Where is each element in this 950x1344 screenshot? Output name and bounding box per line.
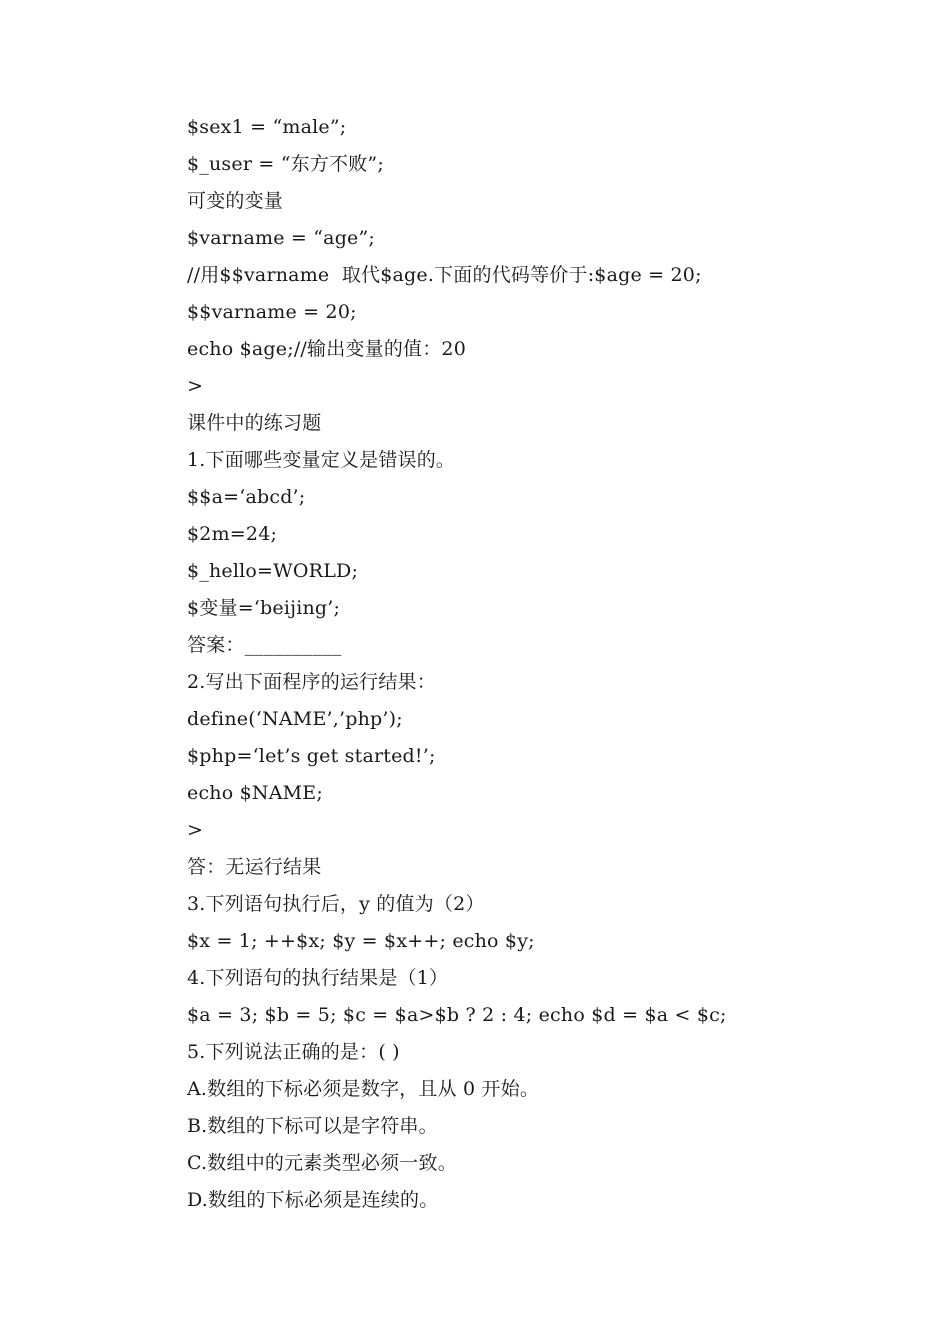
question-3: 3.下列语句执行后，y 的值为（2） <box>187 893 485 915</box>
question-3-code: $x = 1; ++$x; $y = $x++; echo $y; <box>187 930 535 952</box>
question-1-answer-blank: 答案：__________ <box>187 634 342 656</box>
question-4: 4.下列语句的执行结果是（1） <box>187 967 449 989</box>
code-line-sex1: $sex1 = “male”; <box>187 116 347 138</box>
question-5: 5.下列说法正确的是：( ) <box>187 1041 400 1063</box>
section-heading-exercises: 课件中的练习题 <box>187 412 322 434</box>
code-comment-line: //用$$varname 取代$age.下面的代码等价于:$age = 20; <box>187 264 702 286</box>
question-2-code-close-tag: > <box>187 819 204 841</box>
question-2: 2.写出下面程序的运行结果： <box>187 671 436 693</box>
question-1-option-d: $变量=‘beijing’; <box>187 597 341 619</box>
section-heading-variable-variables: 可变的变量 <box>187 190 284 212</box>
question-4-code: $a = 3; $b = 5; $c = $a>$b ? 2 : 4; echo $d = $a < $c; <box>187 1004 727 1026</box>
question-1-option-a: $$a=‘abcd’; <box>187 486 306 508</box>
question-2-code-echo: echo $NAME; <box>187 782 323 804</box>
question-2-code-define: define(‘NAME’,’php’); <box>187 708 403 730</box>
question-5-option-b: B.数组的下标可以是字符串。 <box>187 1115 438 1137</box>
question-1-option-c: $_hello=WORLD; <box>187 560 359 582</box>
code-line-user: $_user = “东方不败”; <box>187 153 384 175</box>
question-5-option-a: A.数组的下标必须是数字，且从 0 开始。 <box>187 1078 540 1100</box>
code-line-close-tag: > <box>187 375 204 397</box>
question-2-code-php: $php=‘let’s get started!’; <box>187 745 436 767</box>
question-5-option-c: C.数组中的元素类型必须一致。 <box>187 1152 457 1174</box>
question-1-option-b: $2m=24; <box>187 523 278 545</box>
question-1: 1.下面哪些变量定义是错误的。 <box>187 449 456 471</box>
document-body <box>187 109 887 1219</box>
question-2-answer: 答：无运行结果 <box>187 856 322 878</box>
code-line-dollar-dollar-varname: $$varname = 20; <box>187 301 357 323</box>
code-line-varname: $varname = “age”; <box>187 227 376 249</box>
question-5-option-d: D.数组的下标必须是连续的。 <box>187 1189 439 1211</box>
code-line-echo-age: echo $age;//输出变量的值：20 <box>187 338 467 360</box>
